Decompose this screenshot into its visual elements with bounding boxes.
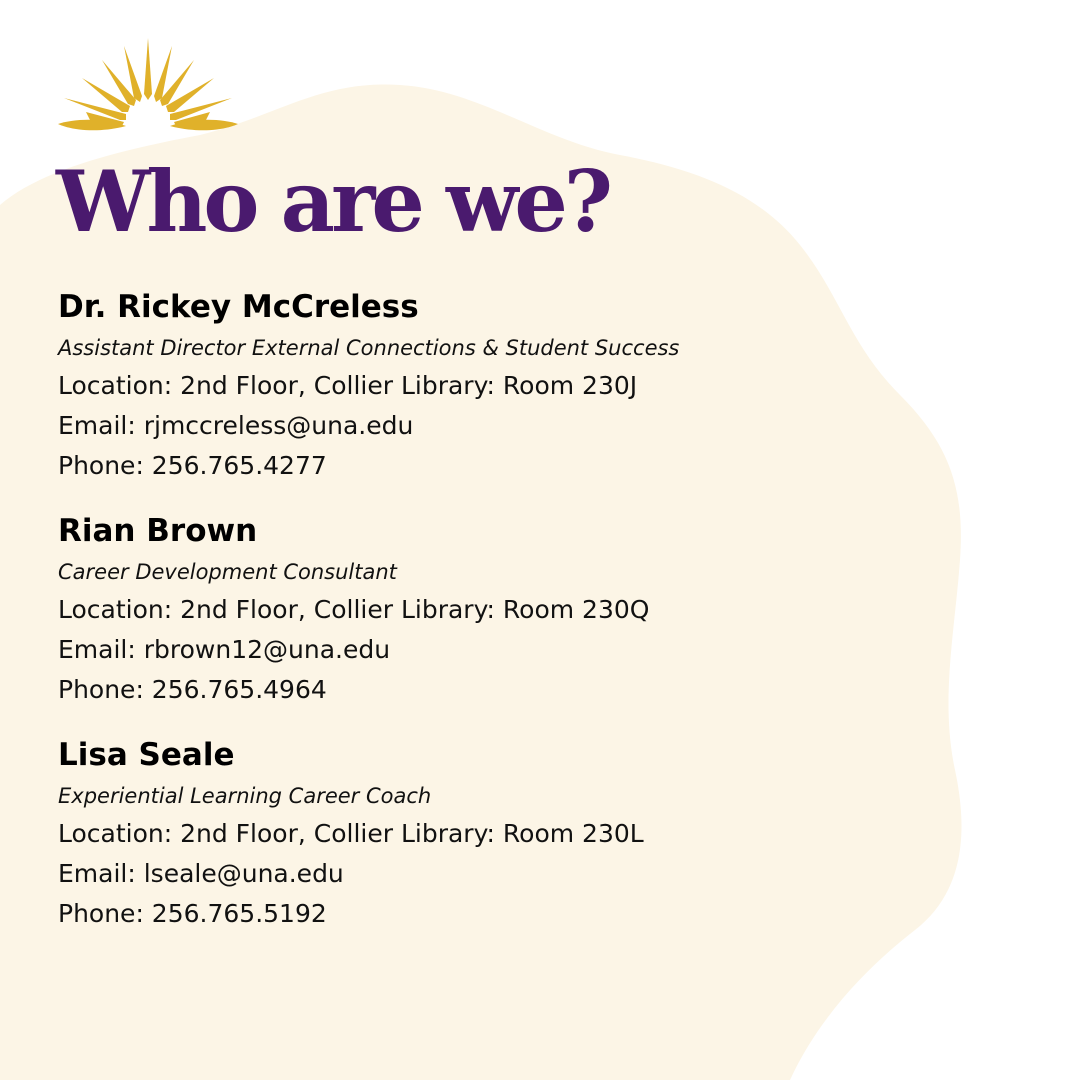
sunburst-icon: [56, 34, 240, 134]
contact-email: Email: lseale@una.edu: [58, 859, 344, 888]
contact-phone: Phone: 256.765.4277: [58, 451, 327, 480]
contact-name: Rian Brown: [58, 513, 258, 549]
contact-role: Career Development Consultant: [58, 560, 397, 584]
contact-phone: Phone: 256.765.5192: [58, 899, 327, 928]
contact-phone: Phone: 256.765.4964: [58, 675, 327, 704]
contact-location: Location: 2nd Floor, Collier Library: Room 230L: [58, 819, 644, 848]
contact-email: Email: rbrown12@una.edu: [58, 635, 391, 664]
contact-location: Location: 2nd Floor, Collier Library: Room 230Q: [58, 595, 650, 624]
contact-card: [58, 732, 958, 934]
contact-name: Lisa Seale: [58, 737, 235, 773]
contact-card: [58, 284, 958, 486]
contact-card: [58, 508, 958, 710]
page-title: Who are we?: [56, 152, 610, 251]
contact-name: Dr. Rickey McCreless: [58, 289, 419, 325]
contact-email: Email: rjmccreless@una.edu: [58, 411, 414, 440]
contact-role: Experiential Learning Career Coach: [58, 784, 432, 808]
contact-location: Location: 2nd Floor, Collier Library: Room 230J: [58, 371, 638, 400]
contacts-list: [58, 284, 958, 956]
contact-role: Assistant Director External Connections & Student Success: [58, 336, 680, 360]
